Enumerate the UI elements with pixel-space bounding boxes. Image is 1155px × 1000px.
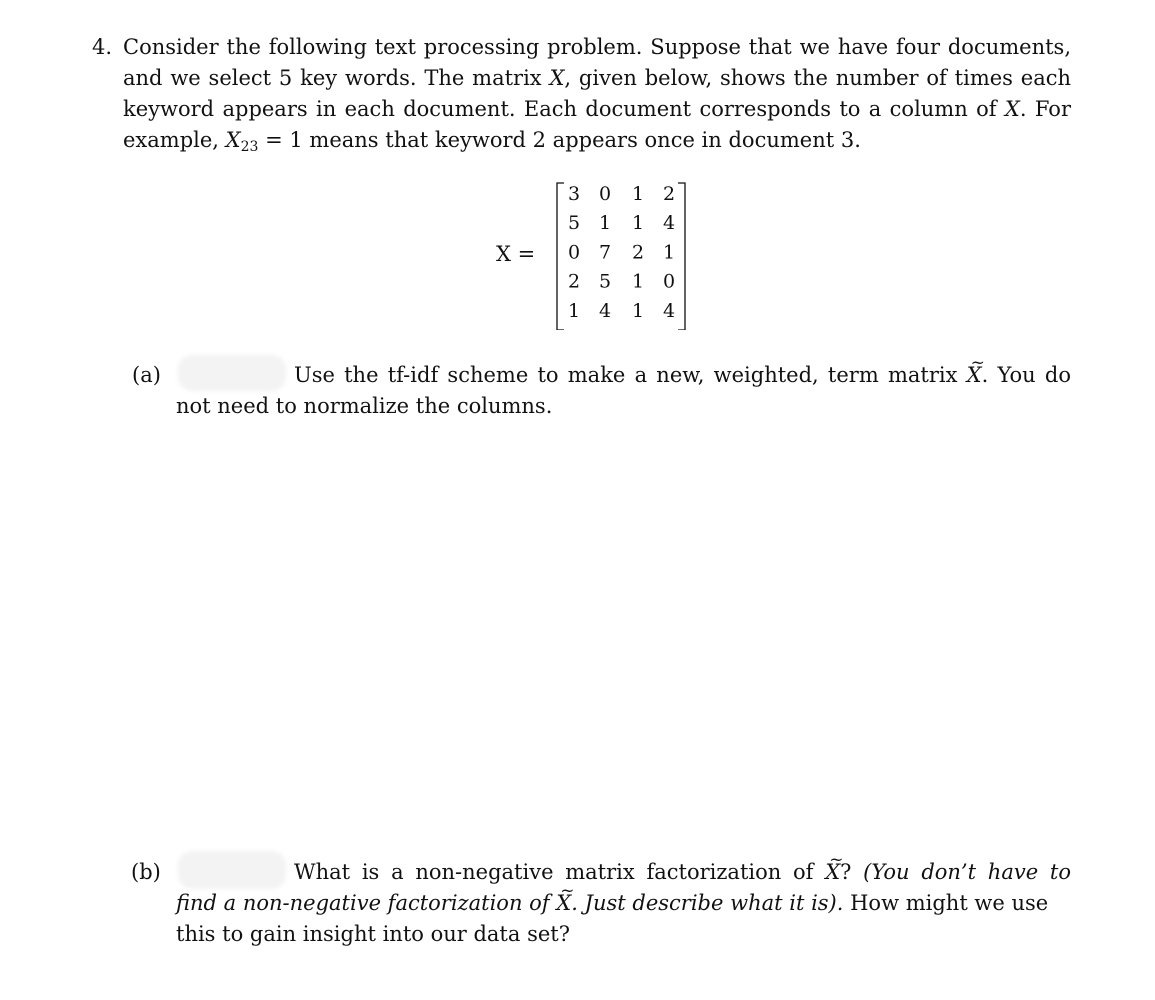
part-a-text	[176, 360, 1071, 422]
part-b-text-2: ?	[840, 860, 864, 884]
matrix-cell: 1	[631, 299, 645, 322]
part-b-label: (b)	[131, 860, 161, 884]
matrix-cell: 5	[598, 270, 612, 293]
part-b-line-1	[176, 857, 1071, 888]
part-b-italic-2: find a non-negative factorization of	[176, 891, 557, 915]
matrix-cell: 1	[631, 183, 645, 205]
matrix-cell: 1	[598, 212, 612, 235]
matrix-cell: 3	[567, 183, 581, 205]
matrix-cell: 2	[631, 241, 645, 264]
matrix-cell: 1	[631, 270, 645, 293]
matrix-variable: X	[549, 66, 565, 90]
right-bracket	[678, 183, 685, 330]
part-b-italic-3: . Just describe what it is).	[571, 891, 844, 915]
part-a-line-2: not need to normalize the columns.	[176, 394, 553, 418]
part-a-label: (a)	[132, 363, 161, 387]
x-tilde: ~ X	[967, 360, 982, 391]
matrix-lhs: X =	[496, 242, 536, 266]
matrix-variable: X	[225, 128, 241, 152]
part-b-text-1: What is a non-negative matrix factorization of	[294, 860, 826, 884]
part-a-text-2: . You do	[981, 363, 1071, 387]
part-b-text	[176, 857, 1071, 950]
matrix-cell: 4	[662, 299, 676, 322]
matrix-cell: 0	[567, 241, 581, 264]
problem-text-1: Consider the following text processing problem. Suppose that we have four documents, and we select 5 key words. The matrix	[123, 35, 1071, 90]
part-a-text-1: Use the tf-idf scheme to make a new, weighted, term matrix	[294, 363, 967, 387]
matrix-x	[554, 180, 694, 330]
matrix-cell: 7	[598, 241, 612, 264]
matrix-cell: 0	[662, 270, 676, 293]
part-a-line-1	[176, 360, 1071, 391]
problem-statement	[123, 32, 1071, 163]
matrix-cell: 1	[662, 241, 676, 264]
matrix-cell: 1	[567, 299, 581, 322]
problem-text-3: . For example,	[123, 97, 1071, 152]
x-tilde: ~ X	[825, 857, 840, 888]
matrix-cell: 4	[662, 212, 676, 235]
subscript-23: 23	[240, 139, 259, 155]
matrix-cell: 4	[598, 299, 612, 322]
problem-number: 4.	[92, 35, 113, 59]
matrix-cell: 2	[567, 270, 581, 293]
left-bracket	[557, 183, 564, 330]
matrix-cell: 1	[631, 212, 645, 235]
x-tilde: ~ X	[556, 888, 571, 919]
part-b-line-3: this to gain insight into our data set?	[176, 922, 570, 946]
matrix-cell: 5	[567, 212, 581, 235]
part-b-text-3: How might we use	[843, 891, 1049, 915]
problem-text-2: , given below, shows the number of times each keyword appears in each document. Each document corresponds to a column of	[123, 66, 1072, 121]
matrix-cell: 2	[662, 183, 676, 205]
matrix-variable: X	[1004, 97, 1020, 121]
part-b-line-2	[176, 888, 1071, 919]
matrix-cell: 0	[598, 183, 612, 205]
part-b-italic-1: (You don’t have to	[863, 860, 1071, 884]
problem-text-4: = 1 means that keyword 2 appears once in document 3.	[258, 128, 861, 152]
